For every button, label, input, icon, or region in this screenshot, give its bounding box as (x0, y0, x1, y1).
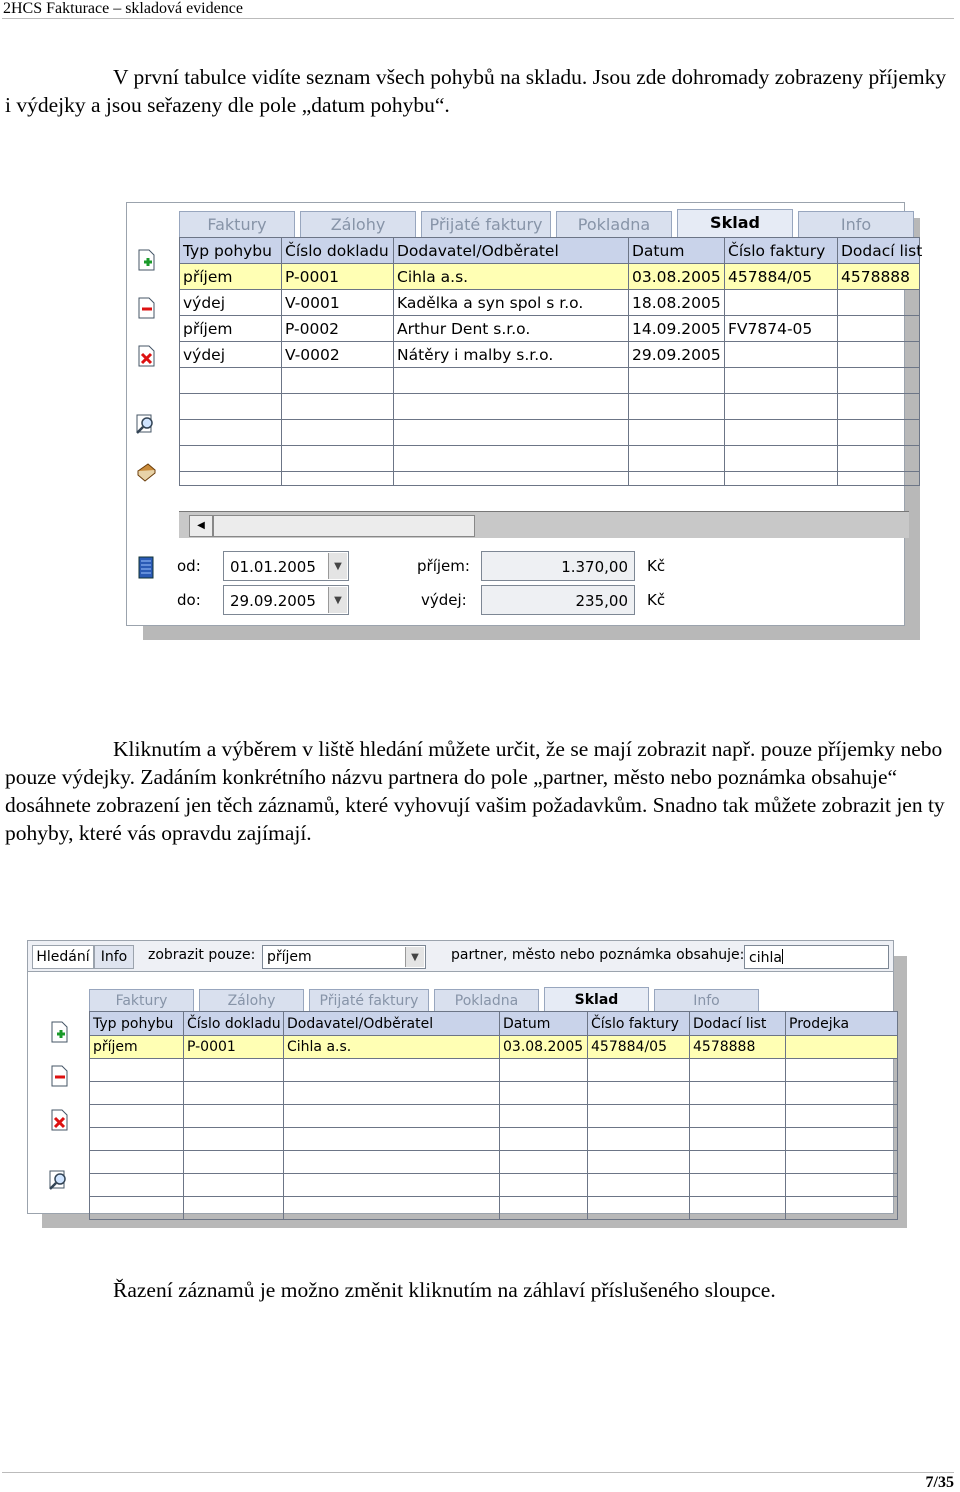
tab-sklad[interactable]: Sklad (544, 987, 649, 1011)
table-cell: P-0002 (282, 316, 394, 342)
table-cell: Cihla a.s. (394, 264, 629, 290)
table-row-empty (90, 1059, 898, 1082)
table-cell: Nátěry i malby s.r.o. (394, 342, 629, 368)
paragraph-intro: V první tabulce vidíte seznam všech pohybů na skladu. Jsou zde dohromady zobrazeny příjemky i výdejky a jsou seřazeny dle pole „datum pohybu“. (5, 65, 947, 117)
table-row-empty (180, 420, 920, 446)
table-row[interactable] (180, 316, 920, 342)
tab-pokladna[interactable]: Pokladna (434, 989, 539, 1011)
paragraph-search: Kliknutím a výběrem v liště hledání můžete určit, že se mají zobrazit např. pouze příjemky nebo pouze výdejky. Zadáním konkrétního názvu partnera do pole „partner, město nebo poznámka obsahuje“ dosáhnete zobrazení jen těch záznamů, které vyhovují vašim požadavkům. Snadno tak můžete zobrazit jen ty pohyby, které vás opravdu zajímají. (5, 737, 945, 845)
table-cell (725, 290, 838, 316)
scroll-left-arrow[interactable]: ◀ (189, 515, 213, 537)
search-icon[interactable] (48, 1169, 70, 1191)
vydej-total-value: 235,00 (575, 592, 628, 610)
table-row-empty (180, 394, 920, 420)
remove-record-icon[interactable] (135, 297, 157, 319)
table-cell: V-0001 (282, 290, 394, 316)
od-date-value: 01.01.2005 (230, 558, 316, 576)
add-record-icon[interactable] (48, 1021, 70, 1043)
tab-faktury[interactable]: Faktury (179, 211, 295, 237)
prijem-total-field (481, 551, 635, 581)
column-header-dodaci-list[interactable]: Dodací list (690, 1012, 786, 1036)
column-header-dodavatel[interactable]: Dodavatel/Odběratel (284, 1012, 500, 1036)
do-label: do: (177, 591, 201, 609)
tab-sklad[interactable]: Sklad (677, 209, 793, 237)
page-number: 7/35 (925, 1474, 954, 1491)
horizontal-scrollbar[interactable] (179, 511, 909, 538)
table-cell: Cihla a.s. (284, 1036, 500, 1059)
prijem-currency: Kč (647, 557, 666, 575)
table-cell (838, 290, 920, 316)
show-only-select[interactable] (262, 945, 426, 969)
movements-table (179, 237, 923, 486)
column-header-cislo-dokladu[interactable]: Číslo dokladu (184, 1012, 284, 1036)
table-row-empty (90, 1151, 898, 1174)
vydej-label: výdej: (421, 591, 467, 609)
column-header-typ-pohybu[interactable]: Typ pohybu (90, 1012, 184, 1036)
vydej-currency: Kč (647, 591, 666, 609)
table-cell: P-0001 (184, 1036, 284, 1059)
tab-info[interactable]: Info (654, 989, 759, 1011)
od-label: od: (177, 557, 201, 575)
delete-record-icon[interactable] (135, 345, 157, 367)
chevron-down-icon[interactable]: ▼ (328, 553, 347, 579)
table-cell: 03.08.2005 (500, 1036, 588, 1059)
paragraph-sorting: Řazení záznamů je možno změnit kliknutím na záhlaví příslušeného sloupce. (113, 1278, 776, 1302)
table-cell: 18.08.2005 (629, 290, 725, 316)
table-cell: příjem (90, 1036, 184, 1059)
chevron-down-icon[interactable]: ▼ (328, 587, 347, 613)
footer-divider (2, 1472, 954, 1473)
tab-zalohy[interactable]: Zálohy (199, 989, 304, 1011)
table-cell: 457884/05 (588, 1036, 690, 1059)
partner-label: partner, město nebo poznámka obsahuje: (451, 947, 745, 963)
book-icon[interactable] (135, 461, 157, 483)
table-row[interactable] (90, 1036, 898, 1059)
table-cell: 29.09.2005 (629, 342, 725, 368)
filtered-movements-table (89, 1011, 898, 1220)
table-cell: 03.08.2005 (629, 264, 725, 290)
table-cell: Arthur Dent s.r.o. (394, 316, 629, 342)
column-header-datum[interactable]: Datum (500, 1012, 588, 1036)
od-date-field[interactable] (223, 551, 349, 581)
show-only-value: příjem (267, 949, 312, 965)
page-header: 2HCS Fakturace – skladová evidence (3, 0, 243, 17)
partner-search-input[interactable] (744, 945, 889, 969)
tab-hledani[interactable]: Hledání (32, 945, 94, 969)
table-cell: výdej (180, 290, 282, 316)
table-row[interactable] (180, 290, 920, 316)
table-row-empty (90, 1197, 898, 1220)
prijem-label: příjem: (417, 557, 470, 575)
do-date-value: 29.09.2005 (230, 592, 316, 610)
table-row-empty (90, 1174, 898, 1197)
tab-bar (89, 989, 893, 1011)
table-row-empty (180, 472, 920, 486)
remove-record-icon[interactable] (48, 1065, 70, 1087)
table-cell: Kadělka a syn spol s r.o. (394, 290, 629, 316)
table-row-empty (90, 1105, 898, 1128)
table-row[interactable] (180, 264, 920, 290)
show-only-label: zobrazit pouze: (148, 947, 256, 963)
delete-record-icon[interactable] (48, 1109, 70, 1131)
column-header-datum[interactable]: Datum (629, 238, 725, 264)
table-cell: FV7874-05 (725, 316, 838, 342)
tab-faktury[interactable]: Faktury (89, 989, 194, 1011)
table-cell (838, 316, 920, 342)
scroll-thumb[interactable] (213, 515, 475, 537)
table-cell (725, 342, 838, 368)
vydej-total-field (481, 585, 635, 615)
column-header-dodaci-list[interactable]: Dodací list (838, 238, 920, 264)
table-cell: 4578888 (838, 264, 920, 290)
tab-pokladna[interactable]: Pokladna (556, 211, 672, 237)
search-bar (28, 941, 893, 972)
tab-zalohy[interactable]: Zálohy (300, 211, 416, 237)
table-cell: příjem (180, 316, 282, 342)
table-cell: výdej (180, 342, 282, 368)
table-cell (786, 1036, 898, 1059)
do-date-field[interactable] (223, 585, 349, 615)
tab-search-info[interactable]: Info (94, 945, 134, 969)
column-header-typ-pohybu[interactable]: Typ pohybu (180, 238, 282, 264)
tab-prijate-faktury[interactable]: Přijaté faktury (309, 989, 429, 1011)
tab-prijate-faktury[interactable]: Přijaté faktury (421, 211, 551, 237)
chevron-down-icon[interactable]: ▼ (405, 947, 424, 967)
table-row-empty (180, 368, 920, 394)
table-cell: 457884/05 (725, 264, 838, 290)
table-cell: P-0001 (282, 264, 394, 290)
table-row-empty (180, 446, 920, 472)
table-row[interactable] (180, 342, 920, 368)
column-header-dodavatel[interactable]: Dodavatel/Odběratel (394, 238, 629, 264)
column-header-prodejka[interactable]: Prodejka (786, 1012, 898, 1036)
prijem-total-value: 1.370,00 (561, 558, 628, 576)
table-row-empty (90, 1128, 898, 1151)
table-cell: 14.09.2005 (629, 316, 725, 342)
partner-search-value: cihla (749, 950, 782, 966)
column-header-cislo-dokladu[interactable]: Číslo dokladu (282, 238, 394, 264)
table-cell: příjem (180, 264, 282, 290)
report-icon[interactable] (135, 557, 157, 579)
header-divider (2, 18, 954, 19)
tab-bar (179, 211, 904, 237)
tab-info[interactable]: Info (798, 211, 914, 237)
table-cell: 4578888 (690, 1036, 786, 1059)
column-header-cislo-faktury[interactable]: Číslo faktury (588, 1012, 690, 1036)
table-cell (838, 342, 920, 368)
table-row-empty (90, 1082, 898, 1105)
table-cell: V-0002 (282, 342, 394, 368)
column-header-cislo-faktury[interactable]: Číslo faktury (725, 238, 838, 264)
text-cursor (782, 949, 783, 964)
search-icon[interactable] (135, 413, 157, 435)
add-record-icon[interactable] (135, 249, 157, 271)
